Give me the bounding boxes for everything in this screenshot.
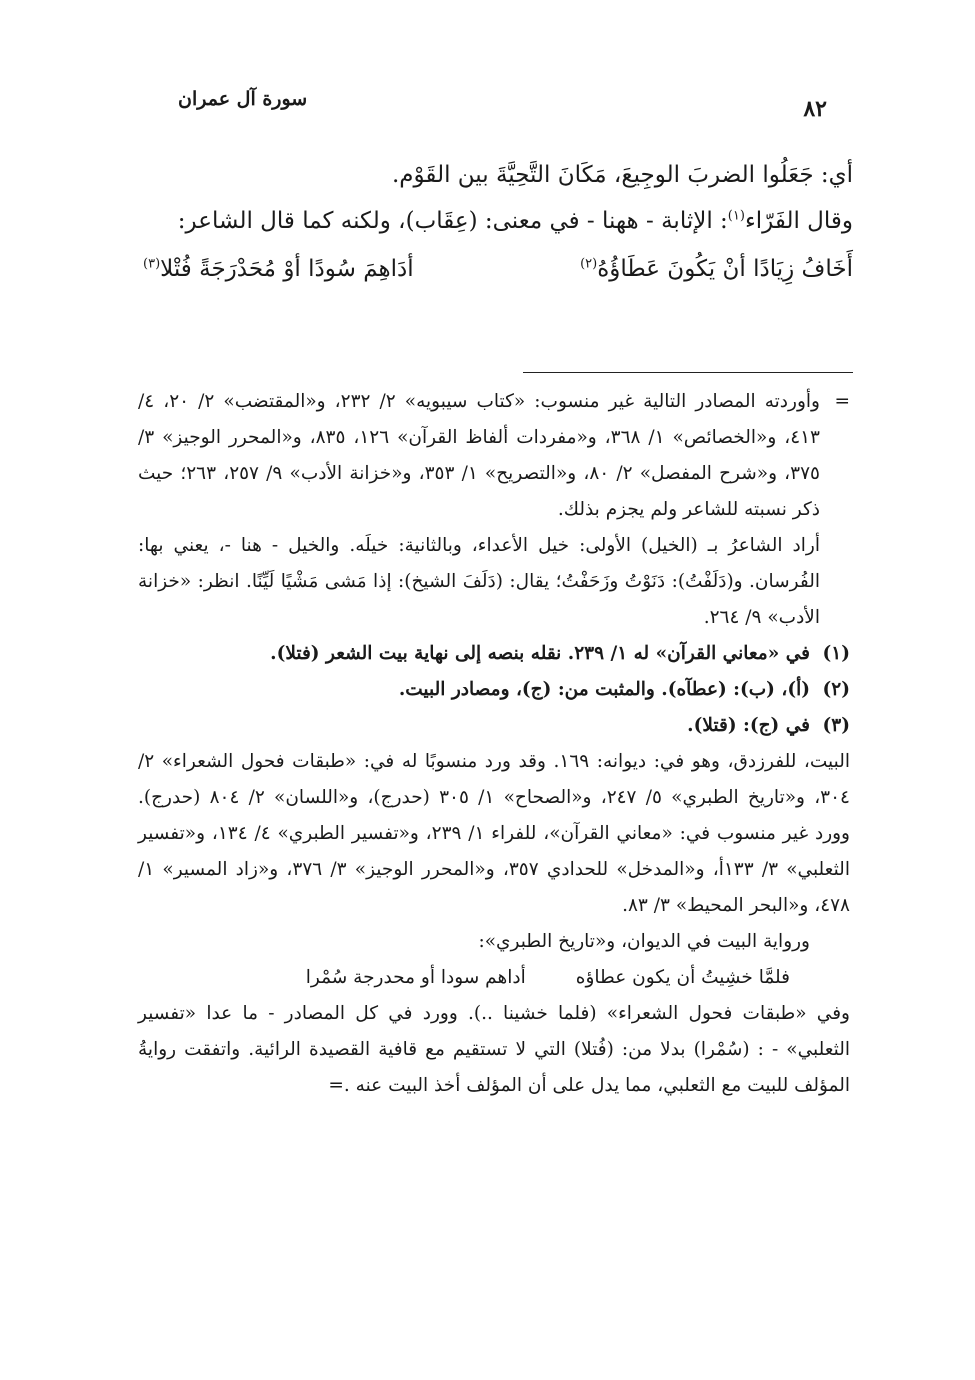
riwaya-intro: ورواية البيت في الديوان، و«تاريخ الطبري»: (478, 931, 810, 952)
verse-hemistich-1-text: أَخَافُ زِيَادًا أنْ يَكُونَ عَطَاؤُهُ (597, 256, 853, 282)
verse-hemistich-2 (143, 246, 414, 292)
page-number: ٨٢ (803, 96, 827, 122)
footnote-1-text: في «معاني القرآن» له ١/ ٢٣٩. نقله بنصه إلى نهاية بيت الشعر (فتلا). (270, 643, 810, 664)
footnotes (138, 384, 850, 1104)
footnote-3-text: في (ج): (قتلا). (687, 715, 810, 736)
footnote-ref-3: (٣) (143, 256, 161, 272)
main-line-2-a: وقال الفَرّاء (744, 208, 853, 234)
verse-hemistich-1 (580, 246, 853, 292)
footnote-2-number: (٢) (822, 679, 850, 700)
footnote-explanation: أراد الشاعرُ بـ (الخيل) الأولى: خيل الأعداء، وبالثانية: خيلَه. والخيل - هنا -، يعني بها: الفُرسان. و(دَلَفْتُ): دَنَوْتُ وزَحَفْتُ؛ يقال: (دَلَفَ الشيخ): إذا مَشى مَشْيًا لَيِّنًا. انظر: «خزانة الأدب» ٩/ ٢٦٤. (138, 535, 820, 628)
footnote-2-text: (أ)، (ب): (عطآه). والمثبت من: (ج)، ومصادر البيت. (398, 679, 810, 700)
footnote-3-detail: البيت، للفرزدق، وهو في: ديوانه: ١٦٩. وقد ورد منسوبًا له في: «طبقات فحول الشعراء» ٢/ ٣٠٤، و«تاريخ الطبري» ٥/ ٢٤٧، و«الصحاح» ١/ ٣٠٥ (حدرج)، و«اللسان» ٢/ ٨٠٤ (حدرج). وورد غير منسوب في: «معاني القرآن»، للفراء ١/ ٢٣٩، و«تفسير الطبري» ٤/ ١٣٤، و«تفسير الثعلبي» ٣/ ١٣٣أ، و«المدخل» للحدادي ٣٥٧، و«المحرر الوجيز» ٣/ ٣٧٦، و«زاد المسير» ١/ ٤٧٨، و«البحر المحيط» ٣/ ٨٣. (138, 751, 850, 916)
riwaya-hemistich-1: فلمَّا خشِيتُ أن يكون عطاؤه (575, 967, 790, 988)
footnote-3-number: (٣) (822, 715, 850, 736)
running-title: سورة آل عمران (178, 88, 308, 110)
continuation-text: وأوردته المصادر التالية غير منسوب: «كتاب سيبويه» ٢/ ٢٣٢، و«المقتضب» ٢/ ٢٠، ٤/ ٤١٣، و«الخصائص» ١/ ٣٦٨، و«مفردات ألفاظ القرآن» ١٢٦، ٨٣٥، و«المحرر الوجيز» ٣/ ٣٧٥، و«شرح المفصل» ٢/ ٨٠، و«التصريح» ١/ ٣٥٣، و«خزانة الأدب» ٩/ ٢٥٧، ٢٦٣؛ حيث ذكر نسبته للشاعر ولم يجزم بذلك. (138, 391, 820, 520)
poetry-verse (143, 246, 853, 292)
footnote-1 (138, 636, 850, 672)
main-line-1: أي: جَعَلُوا الضربَ الوجِيعَ، مَكَانَ التَّحِيَّةَ بين القَوْم. (392, 162, 853, 188)
verse-hemistich-2-text: أدَاهِمَ سُودًا أوْ مُحَدْرَجَةً فُتْلا (160, 256, 414, 282)
main-line-2-b: : الإثابة - ههنا - في معنى: (عِقَاب)، ولكنه كما قال الشاعر: (177, 208, 728, 234)
footnote-1-number: (١) (822, 643, 850, 664)
main-line-2 (143, 198, 853, 244)
continuation-mark: = (834, 391, 850, 412)
footnote-ref-2: (٢) (580, 256, 598, 272)
footnote-separator (523, 372, 853, 373)
main-text (143, 152, 853, 292)
riwaya-hemistich-2: أداهم سودا أو محدرجة سُمْرا (305, 967, 526, 988)
footnote-2 (138, 672, 850, 708)
footnote-ref-1: (١) (727, 208, 745, 224)
footnote-3 (138, 708, 850, 744)
footnote-continuation (138, 384, 850, 528)
tabaqat-note: وفي «طبقات فحول الشعراء» (فلما خشينا ..). وورد في كل المصادر - ما عدا «تفسير الثعلبي» - : (سُمْرا) بدلا من: (فُتلا) التي لا تستقيم مع قافية القصيدة الرائية. واتفقت روايةُ المؤلف للبيت مع الثعلبي، مما يدل على أن المؤلف أخذ البيت عنه .= (138, 1003, 850, 1096)
riwaya-verse (138, 960, 850, 996)
